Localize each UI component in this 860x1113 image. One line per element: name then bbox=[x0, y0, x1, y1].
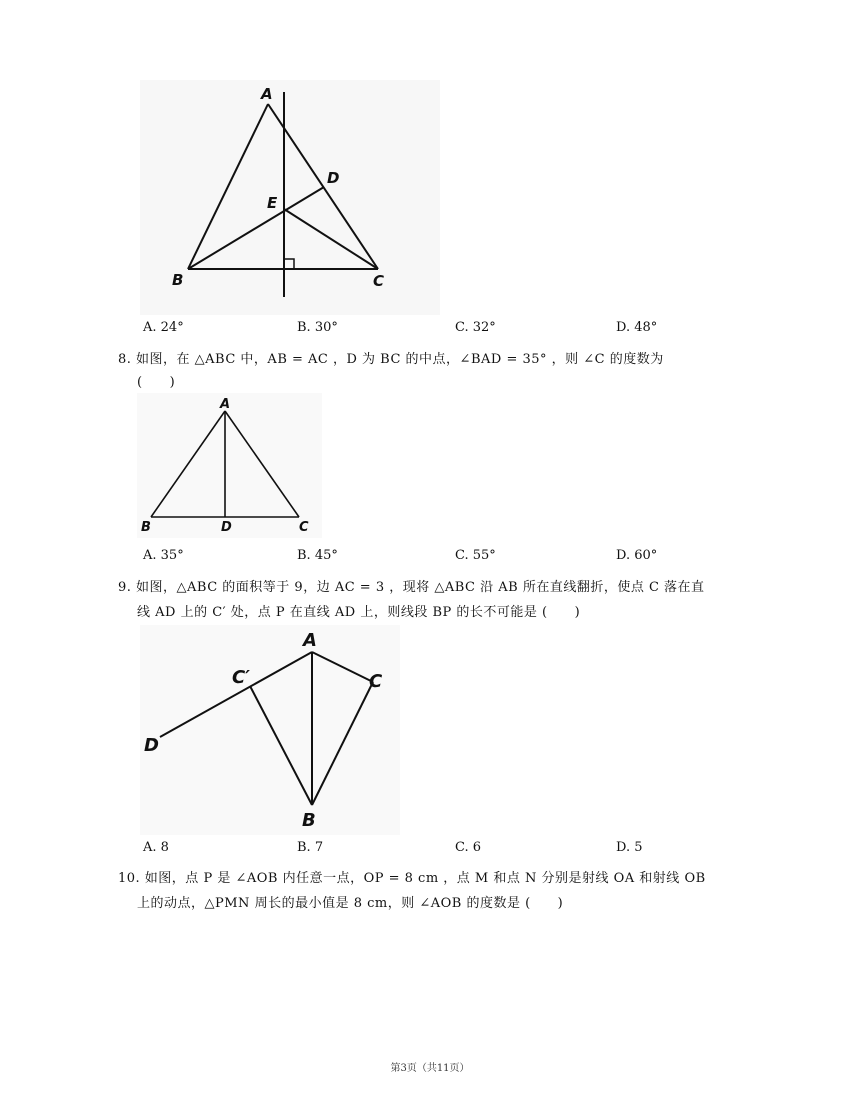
label-a: A bbox=[303, 630, 317, 651]
q9-option-c[interactable]: C. 6 bbox=[455, 840, 482, 855]
q7-option-d[interactable]: D. 48° bbox=[616, 320, 658, 335]
label-a: A bbox=[220, 397, 231, 412]
label-c: C bbox=[299, 520, 309, 535]
q8-answer-bracket: ( ) bbox=[137, 375, 176, 390]
page-footer: 第3页（共11页） bbox=[390, 1063, 470, 1074]
q8-option-d[interactable]: D. 60° bbox=[616, 548, 658, 563]
q10-text-line1: 10. 如图，点 P 是 ∠AOB 内任意一点，OP = 8 cm ，点 M 和点 N 分别是射线 OA 和射线 OB bbox=[118, 871, 706, 886]
q10-text-line2: 上的动点，△PMN 周长的最小值是 8 cm，则 ∠AOB 的度数是 ( ) bbox=[137, 896, 564, 911]
q9-text-line1: 9. 如图，△ABC 的面积等于 9，边 AC = 3 ，现将 △ABC 沿 AB 所在直线翻折，使点 C 落在直 bbox=[118, 580, 705, 595]
q7-option-c[interactable]: C. 32° bbox=[455, 320, 496, 335]
label-d: D bbox=[327, 169, 340, 187]
label-c-prime: C′ bbox=[232, 667, 250, 688]
figure-background bbox=[140, 625, 400, 835]
q7-option-b[interactable]: B. 30° bbox=[297, 320, 338, 335]
label-e: E bbox=[267, 194, 278, 212]
label-c: C bbox=[369, 671, 383, 692]
label-a: A bbox=[261, 85, 273, 103]
label-b: B bbox=[302, 810, 316, 831]
q8-option-c[interactable]: C. 55° bbox=[455, 548, 496, 563]
q8-text-line1: 8. 如图，在 △ABC 中，AB = AC ，D 为 BC 的中点，∠BAD = 35° ，则 ∠C 的度数为 bbox=[118, 352, 664, 367]
figure-background bbox=[140, 80, 440, 315]
q9-figure bbox=[140, 625, 400, 835]
label-d: D bbox=[221, 520, 232, 535]
label-b: B bbox=[141, 520, 151, 535]
label-c: C bbox=[373, 272, 385, 290]
label-d: D bbox=[144, 735, 159, 756]
q9-option-d[interactable]: D. 5 bbox=[616, 840, 643, 855]
q9-option-b[interactable]: B. 7 bbox=[297, 840, 324, 855]
label-b: B bbox=[172, 271, 184, 289]
q7-figure bbox=[140, 80, 440, 315]
q8-option-b[interactable]: B. 45° bbox=[297, 548, 338, 563]
q9-option-a[interactable]: A. 8 bbox=[143, 840, 169, 855]
q8-option-a[interactable]: A. 35° bbox=[143, 548, 184, 563]
q7-option-a[interactable]: A. 24° bbox=[143, 320, 184, 335]
q9-text-line2: 线 AD 上的 C′ 处，点 P 在直线 AD 上，则线段 BP 的长不可能是 ( ) bbox=[137, 605, 581, 620]
q8-figure bbox=[137, 393, 322, 538]
